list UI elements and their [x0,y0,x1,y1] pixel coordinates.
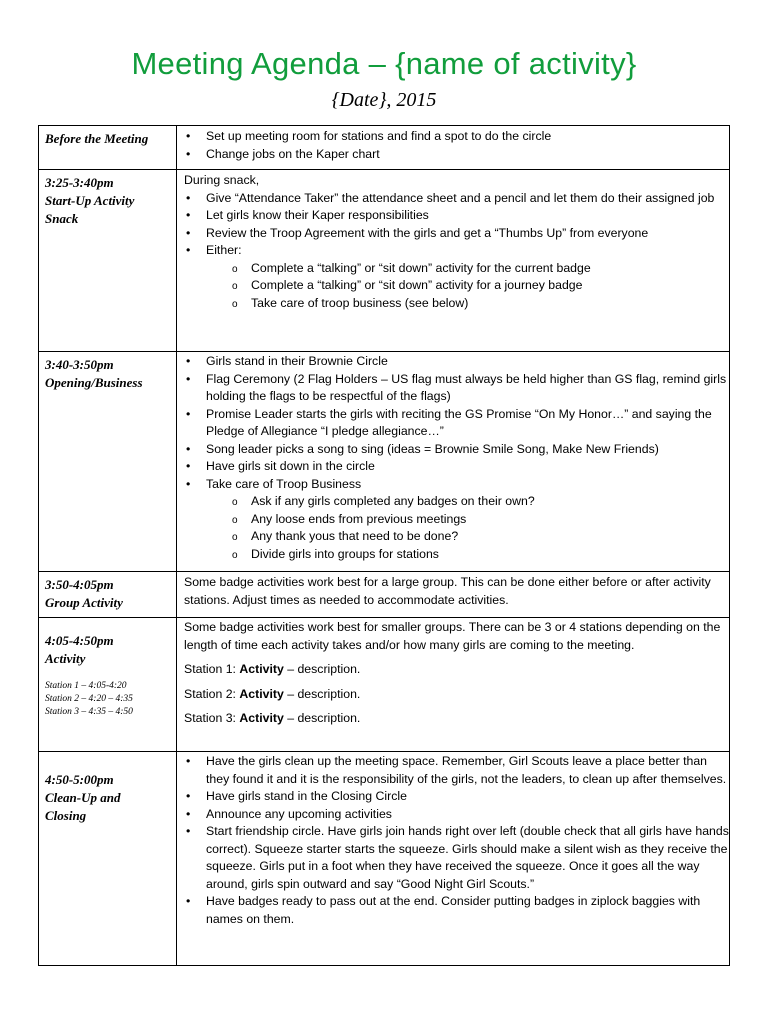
time-label: 3:50-4:05pm [45,577,114,592]
paragraph-text: Some badge activities work best for a large group. This can be done either before or after activity stations. Adjust times as needed to accommodate activities. [184,575,711,607]
station-time: Station 3 – 4:35 – 4:50 [45,707,133,717]
content-cell [177,572,730,618]
activity-label: Group Activity [45,595,123,610]
paragraph-text: Some badge activities work best for smaller groups. There can be 3 or 4 stations depending on the length of time each activity takes and/or how many girls are coming to the meeting. [184,620,721,652]
table-row [39,170,730,352]
table-row [39,618,730,752]
list-item: • Flag Ceremony (2 Flag Holders – US flag must always be held higher than GS flag, remind girls holding the flags to be respectful of the flags) [177,371,729,406]
list-item: • Either: [177,242,729,260]
list-item: • Let girls know their Kaper responsibilities [177,207,729,225]
list-item: • Have girls sit down in the circle [177,458,729,476]
list-item: • Have badges ready to pass out at the end. Consider putting badges in ziplock baggies with names on them. [177,893,729,928]
list-item: • Start friendship circle. Have girls join hands right over left (double check that all girls have hands correct). Squeeze starter starts the squeeze. Girls should make a silent wish as they receive the squeeze. Girls put in a foot when they have received the squeeze. Once it goes all the way around, girls spin outward and say “Good Night Girl Scouts.” [177,823,729,893]
sub-list-item: o Complete a “talking” or “sit down” activity for the current badge [177,260,729,278]
intro-text: During snack, [184,173,260,187]
agenda-table [38,125,730,966]
time-cell [39,352,177,572]
table-row [39,352,730,572]
station-time: Station 2 – 4:20 – 4:35 [45,694,133,704]
time-label: Before the Meeting [45,131,149,146]
list-item: • Song leader picks a song to sing (ideas = Brownie Smile Song, Make New Friends) [177,441,729,459]
time-label: 3:25-3:40pm [45,175,114,190]
list-item: • Review the Troop Agreement with the girls and get a “Thumbs Up” from everyone [177,225,729,243]
list-item: • Promise Leader starts the girls with reciting the GS Promise “On My Honor…” and saying the Pledge of Allegiance “I pledge allegiance…” [177,406,729,441]
activity-label: Opening/Business [45,375,143,390]
time-cell [39,572,177,618]
list-item: • Announce any upcoming activities [177,806,729,824]
sub-list-item: o Divide girls into groups for stations [177,546,729,564]
list-item: • Change jobs on the Kaper chart [177,146,729,164]
activity-label: Clean-Up and [45,790,121,805]
list-item: • Have the girls clean up the meeting space. Remember, Girl Scouts leave a place better than they found it and it is the responsibility of the girls, not the leaders, to clean up after themselves. [177,753,729,788]
station-prefix: Station 1: [184,662,240,676]
activity-label: Start-Up Activity [45,193,135,208]
activity-label: Activity [45,651,86,666]
station-prefix: Station 3: [184,711,240,725]
list-item: • Have girls stand in the Closing Circle [177,788,729,806]
content-cell [177,618,730,752]
sub-list-item: o Any loose ends from previous meetings [177,511,729,529]
station-line [177,686,729,704]
time-cell [39,170,177,352]
table-row [39,126,730,170]
sub-list-item: o Complete a “talking” or “sit down” activity for a journey badge [177,277,729,295]
list-item: • Take care of Troop Business [177,476,729,494]
list-item: • Girls stand in their Brownie Circle [177,353,729,371]
activity-label: Snack [45,211,79,226]
station-activity: Activity [239,711,284,725]
station-time: Station 1 – 4:05-4:20 [45,681,127,691]
page-title: Meeting Agenda – {name of activity} [131,46,637,81]
time-cell [39,752,177,966]
station-activity: Activity [239,662,284,676]
table-row [39,752,730,966]
list-item: • Give “Attendance Taker” the attendance sheet and a pencil and let them do their assigned job [177,190,729,208]
time-label: 4:50-5:00pm [45,772,114,787]
content-cell [177,126,730,170]
activity-label: Closing [45,808,87,823]
station-activity: Activity [239,686,284,701]
time-cell [39,618,177,752]
sub-list-item: o Take care of troop business (see below) [177,295,729,313]
station-prefix: Station 2: [184,686,240,701]
page-subtitle-date: {Date}, 2015 [331,89,437,111]
time-cell [39,126,177,170]
content-cell [177,752,730,966]
time-label: 4:05-4:50pm [45,633,114,648]
content-cell [177,170,730,352]
time-label: 3:40-3:50pm [45,357,114,372]
sub-list-item: o Any thank yous that need to be done? [177,528,729,546]
station-line [177,710,729,728]
content-cell [177,352,730,572]
table-row [39,572,730,618]
station-line [177,661,729,679]
sub-list-item: o Ask if any girls completed any badges on their own? [177,493,729,511]
station-suffix: – description. [283,686,361,701]
list-item: • Set up meeting room for stations and find a spot to do the circle [177,128,729,146]
station-suffix: – description. [283,711,361,725]
station-suffix: – description. [283,662,361,676]
